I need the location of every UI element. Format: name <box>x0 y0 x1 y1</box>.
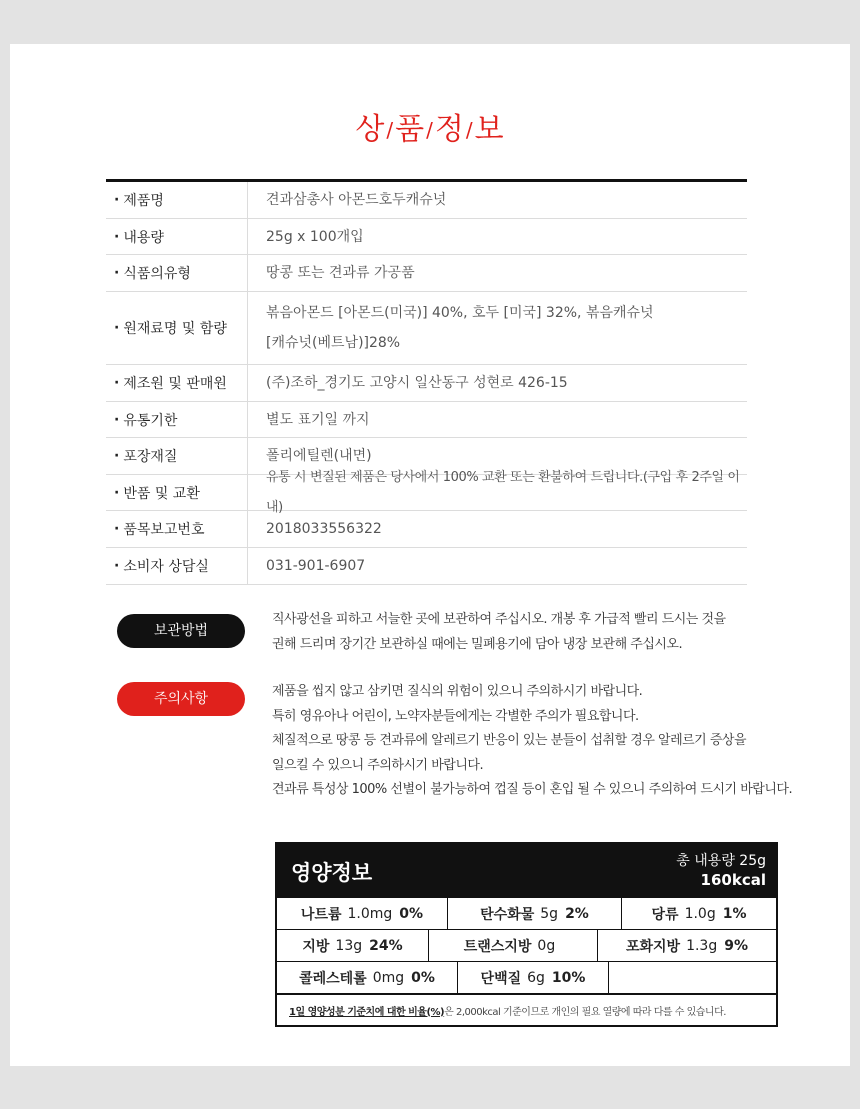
bullet: · <box>114 228 120 245</box>
info-value: 견과삼총사 아몬드호두캐슈넛 <box>266 192 447 208</box>
caution-line: 제품을 씹지 않고 삼키면 질식의 위험이 있으니 주의하시기 바랍니다. <box>272 684 643 699</box>
nutrition-row <box>277 929 776 961</box>
bullet: · <box>114 521 120 537</box>
bullet: · <box>114 484 120 501</box>
nutrition-header <box>277 844 776 898</box>
caution-line: 체질적으로 땅콩 등 견과류에 알레르기 반응이 있는 분들이 섭취할 경우 알레르기 증상을 <box>272 733 747 748</box>
ingredients-line: [캐슈넛(베트남)]28% <box>266 335 401 351</box>
nutrient-trans-fat: 트랜스지방 0g <box>428 930 597 961</box>
info-row-return <box>106 469 747 515</box>
title-separator: / <box>386 118 395 142</box>
info-row-manufacturer <box>106 365 747 402</box>
info-value: 031-901-6907 <box>266 558 366 574</box>
info-value: 폴리에틸렌(내면) <box>266 448 372 464</box>
title-separator: / <box>426 118 434 142</box>
product-info-table <box>106 179 747 585</box>
info-label: · 원재료명 및 함량 <box>106 292 248 364</box>
info-label: · 유통기한 <box>106 402 248 437</box>
info-value: 유통 시 변질된 제품은 당사에서 100% 교환 또는 환불하여 드립니다.(구입 후 2주일 이내) <box>266 469 740 515</box>
product-info-card <box>10 44 850 1066</box>
info-value: (주)조하_경기도 고양시 일산동구 성현로 426-15 <box>266 375 568 391</box>
info-value: 별도 표기일 까지 <box>266 411 370 428</box>
nutrition-total <box>676 852 766 890</box>
info-label: · 제조원 및 판매원 <box>106 365 248 401</box>
info-row-expiry <box>106 402 747 438</box>
storage-line: 직사광선을 피하고 서늘한 곳에 보관하여 주십시오. 개봉 후 가급적 빨리 드시는 것을 <box>272 612 726 627</box>
bullet: · <box>114 411 120 428</box>
info-label: · 포장재질 <box>106 438 248 474</box>
page-title <box>10 104 850 148</box>
bullet: · <box>114 558 120 574</box>
nutrition-footnote: 1일 영양성분 기준치에 대한 비율(%) 은 2,000kcal 기준이므로 개인의 필요 열량에 따라 다를 수 있습니다. <box>277 993 776 1025</box>
title-separator: / <box>465 118 474 142</box>
total-volume: 총 내용량 25g <box>676 853 766 869</box>
title-char: 정 <box>434 112 465 147</box>
storage-text <box>272 608 726 657</box>
title-char: 품 <box>395 112 426 147</box>
nutrition-row <box>277 961 776 993</box>
nutrient-sugar: 당류 1.0g 1% <box>621 898 776 929</box>
caution-badge: 주의사항 <box>117 682 245 716</box>
info-label: · 반품 및 교환 <box>106 475 248 510</box>
info-label: · 품목보고번호 <box>106 511 248 547</box>
bullet: · <box>114 265 120 281</box>
nutrient-saturated-fat: 포화지방 1.3g 9% <box>597 930 776 961</box>
nutrient-sodium: 나트륨 1.0mg 0% <box>300 905 424 923</box>
storage-line: 권해 드리며 장기간 보관하실 때에는 밀폐용기에 담아 냉장 보관해 주십시오. <box>272 636 683 652</box>
bullet: · <box>114 375 120 391</box>
bullet: · <box>114 448 120 464</box>
title-char: 보 <box>474 112 505 147</box>
nutrition-facts-box <box>275 842 778 1027</box>
info-value <box>248 292 747 364</box>
info-value: 25g x 100개입 <box>266 228 364 245</box>
nutrient-cholesterol: 콜레스테롤 0mg 0% <box>299 969 435 987</box>
info-row-ingredients <box>106 292 747 365</box>
title-char: 상 <box>355 112 386 147</box>
nutrition-title: 영양정보 <box>291 861 373 885</box>
info-row-food-type <box>106 255 747 292</box>
ingredients-line: 볶음아몬드 [아몬드(미국)] 40%, 호두 [미국] 32%, 볶음캐슈넛 <box>266 305 654 321</box>
info-label: · 내용량 <box>106 219 248 254</box>
nutrition-empty-cell <box>608 962 776 993</box>
info-row-volume <box>106 219 747 255</box>
bullet: · <box>114 192 120 208</box>
caution-line: 일으킬 수 있으니 주의하시기 바랍니다. <box>272 757 484 773</box>
nutrient-fat: 지방 13g 24% <box>302 937 403 955</box>
caution-line: 견과류 특성상 100% 선별이 불가능하여 껍질 등이 혼입 될 수 있으니 주의하여 드시기 바랍니다. <box>272 782 793 797</box>
nutrient-protein: 단백질 6g 10% <box>457 962 608 993</box>
bullet: · <box>114 320 120 336</box>
info-label: · 제품명 <box>106 182 248 218</box>
info-label: · 식품의유형 <box>106 255 248 291</box>
info-label: · 소비자 상담실 <box>106 548 248 584</box>
nutrient-carbohydrate: 탄수화물 5g 2% <box>447 898 621 929</box>
caution-text <box>272 680 792 803</box>
info-value: 2018033556322 <box>266 521 382 537</box>
caution-line: 특히 영유아나 어린이, 노약자분들에게는 각별한 주의가 필요합니다. <box>272 708 639 724</box>
info-value: 땅콩 또는 견과류 가공품 <box>266 265 415 281</box>
info-row-customer-service <box>106 548 747 585</box>
total-kcal: 160kcal <box>700 871 766 889</box>
info-row-product-name <box>106 182 747 219</box>
storage-badge: 보관방법 <box>117 614 245 648</box>
info-row-report-number <box>106 511 747 548</box>
nutrition-row <box>277 898 776 929</box>
